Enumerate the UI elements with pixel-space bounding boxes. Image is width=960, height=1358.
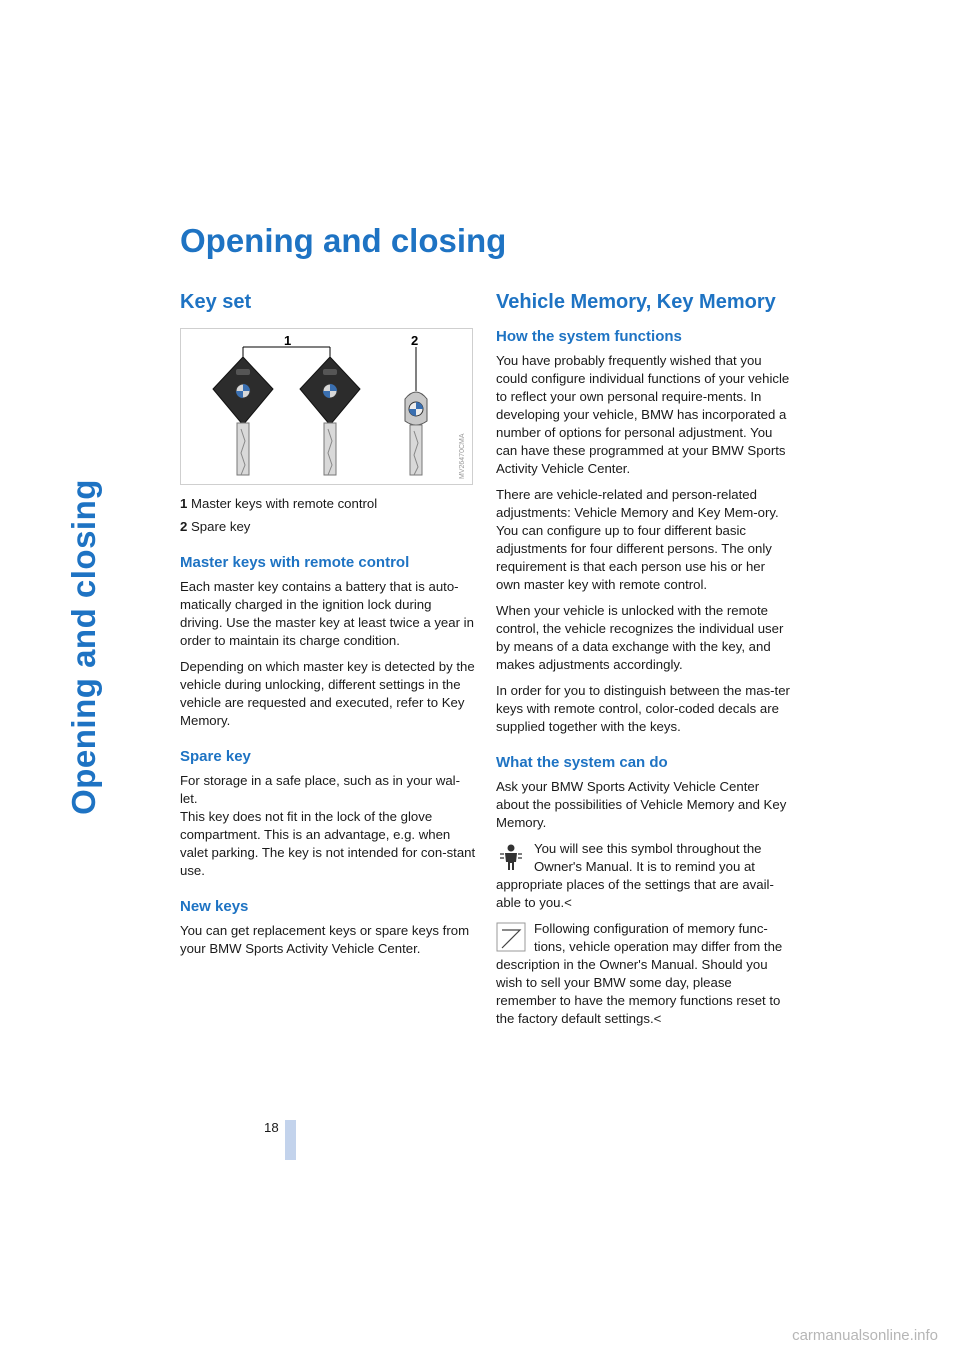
what-system-can-do-heading: What the system can do <box>496 754 668 771</box>
can-paragraph-1: Ask your BMW Sports Activity Vehicle Center about the possibilities of Vehicle Memory and Key Memory. <box>496 779 787 830</box>
memory-symbol-note <box>496 840 792 912</box>
spare-key-paragraph-2: This key does not fit in the lock of the glove compartment. This is an advantage, e.g. when valet parking. The key is not intended for con-stant use. <box>180 809 476 878</box>
master-keys-paragraph-1: Each master key contains a battery that is auto-matically charged in the ignition lock during driving. Use the master key at least twice a year in order to maintain its charge condition. <box>180 579 474 648</box>
master-key-2-icon <box>300 357 360 475</box>
legend-item <box>180 495 476 513</box>
how-paragraph-2: There are vehicle-related and person-related adjustments: Vehicle Memory and Key Mem-ory. You can configure up to four different basic adjustments for four different persons. The only requirement is that each person use his or her own master key with remote control. <box>496 487 779 592</box>
master-key-1-icon <box>213 357 273 475</box>
how-paragraph-3: When your vehicle is unlocked with the remote control, the vehicle recognizes the individual user by means of a data exchange with the key, and makes adjustments accordingly. <box>496 603 784 672</box>
master-keys-paragraph-2: Depending on which master key is detected by the vehicle during unlocking, different settings in the vehicle are requested and executed, refer to Key Memory. <box>180 659 475 728</box>
right-column <box>496 290 792 1036</box>
how-paragraph-4: In order for you to distinguish between the mas-ter keys with remote control, color-coded decals are supplied together with the keys. <box>496 683 790 734</box>
note-triangle-icon <box>496 922 526 952</box>
legend-text: Spare key <box>191 519 251 534</box>
legend-text: Master keys with remote control <box>191 496 378 511</box>
vehicle-memory-heading: Vehicle Memory, Key Memory <box>496 291 776 313</box>
how-system-functions-heading: How the system functions <box>496 328 682 345</box>
legend-number: 1 <box>180 496 188 511</box>
side-section-title: Opening and closing <box>65 479 102 815</box>
legend-number: 2 <box>180 519 188 534</box>
figure-legend <box>180 495 476 536</box>
figure-label-1: 1 <box>284 333 292 348</box>
page-title: Opening and closing <box>180 222 507 259</box>
left-column <box>180 290 476 966</box>
spare-key-paragraph-1: For storage in a safe place, such as in your wal-let. <box>180 773 461 806</box>
person-memory-icon <box>496 842 526 872</box>
figure-label-2: 2 <box>411 333 419 348</box>
caution-note <box>496 920 792 1028</box>
new-keys-paragraph: You can get replacement keys or spare keys from your BMW Sports Activity Vehicle Center. <box>180 923 470 956</box>
spare-key-heading: Spare key <box>180 748 251 765</box>
can-paragraph-3: Following configuration of memory func-tions, vehicle operation may differ from the description in the Owner's Manual. Should you wish to sell your BMW some day, please remember to have the memory functions reset to the factory default settings.< <box>496 921 783 1026</box>
legend-item <box>180 518 476 536</box>
key-set-heading: Key set <box>180 291 252 313</box>
page-number-bar <box>285 1120 296 1160</box>
can-paragraph-2: You will see this symbol throughout the Owner's Manual. It is to remind you at appropriate places of the settings that are avail-able to you.< <box>496 841 774 910</box>
new-keys-heading: New keys <box>180 898 249 915</box>
watermark: carmanualsonline.info <box>792 1327 938 1344</box>
spare-key-icon <box>405 392 427 475</box>
figure-code: MV26470CMA <box>459 433 466 479</box>
how-paragraph-1: You have probably frequently wished that you could configure individual functions of your vehicle to reflect your own personal require-ments. In developing your vehicle, BMW has incorporated a number of options for personal adjustment. You can have these programmed at your BMW Sports Activity Vehicle Center. <box>496 353 790 476</box>
master-keys-heading: Master keys with remote control <box>180 554 410 571</box>
keys-illustration <box>181 329 472 484</box>
key-set-figure <box>180 328 473 485</box>
page-number: 18 <box>264 1120 279 1135</box>
